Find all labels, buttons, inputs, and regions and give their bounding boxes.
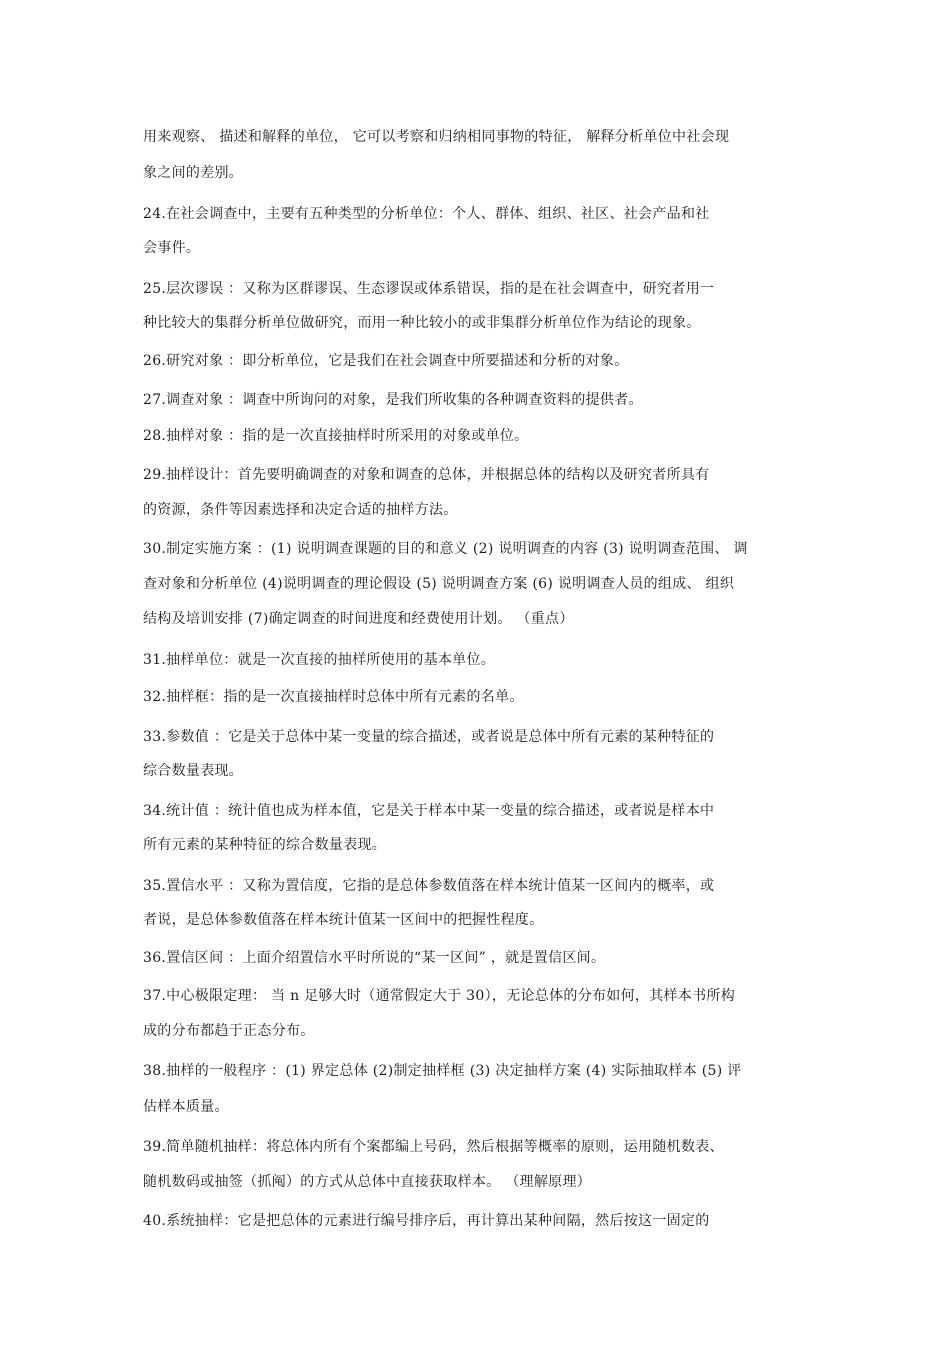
text-line: 象之间的差别。 (143, 165, 244, 181)
text-line: 者说，是总体参数值落在样本统计值某一区间中的把握性程度。 (143, 912, 544, 928)
text-line: 31.抽样单位：就是一次直接的抽样所使用的基本单位。 (143, 652, 496, 668)
text-line: 35.置信水平 ：又称为置信度，它指的是总体参数值落在样本统计值某一区间内的概率，或 (143, 878, 715, 894)
text-line: 30.制定实施方案 ：(1) 说明调查课题的目的和意义 (2) 说明调查的内容 (3) 说明调查范围、 调 (143, 541, 748, 557)
text-line: 40.系统抽样：它是把总体的元素进行编号排序后，再计算出某种间隔，然后按这一固定的 (143, 1213, 710, 1229)
text-line: 所有元素的某种特征的综合数量表现。 (143, 837, 387, 853)
text-line: 会事件。 (143, 240, 201, 256)
text-line: 26.研究对象 ：即分析单位，它是我们在社会调查中所要描述和分析的对象。 (143, 353, 629, 369)
text-line: 37.中心极限定理： 当 n 足够大时（通常假定大于 30），无论总体的分布如何，其样本书所构 (143, 988, 735, 1004)
text-line: 查对象和分析单位 (4)说明调查的理论假设 (5) 说明调查方案 (6) 说明调查人员的组成、 组织 (143, 576, 735, 592)
text-line: 随机数码或抽签（抓阄）的方式从总体中直接获取样本。 （理解原理） (143, 1174, 592, 1190)
text-line: 33.参数值 ：它是关于总体中某一变量的综合描述，或者说是总体中所有元素的某种特征的 (143, 729, 715, 745)
text-line: 25.层次谬误 ：又称为区群谬误、生态谬误或体系错误，指的是在社会调查中，研究者用一 (143, 281, 715, 297)
text-line: 38.抽样的一般程序 ：(1) 界定总体 (2)制定抽样框 (3) 决定抽样方案 (4) 实际抽取样本 (5) 评 (143, 1063, 742, 1079)
text-line: 27.调查对象 ：调查中所询问的对象，是我们所收集的各种调查资料的提供者。 (143, 392, 643, 408)
text-line: 成的分布都趋于正态分布。 (143, 1023, 315, 1039)
text-line: 用来观察、 描述和解释的单位， 它可以考察和归纳相同事物的特征， 解释分析单位中社会现 (143, 129, 730, 145)
text-line: 结构及培训安排 (7)确定调查的时间进度和经费使用计划。 （重点） (143, 611, 574, 627)
text-line: 的资源，条件等因素选择和决定合适的抽样方法。 (143, 502, 458, 518)
text-line: 24.在社会调查中，主要有五种类型的分析单位：个人、群体、组织、社区、社会产品和社 (143, 206, 710, 222)
text-line: 估样本质量。 (143, 1099, 229, 1115)
text-line: 32.抽样框：指的是一次直接抽样时总体中所有元素的名单。 (143, 689, 524, 705)
text-line: 种比较大的集群分析单位做研究，而用一种比较小的或非集群分析单位作为结论的现象。 (143, 315, 701, 331)
text-line: 36.置信区间 ：上面介绍置信水平时所说的“某一区间” ，就是置信区间。 (143, 950, 606, 966)
text-line: 34.统计值 ：统计值也成为样本值，它是关于样本中某一变量的综合描述，或者说是样本中 (143, 803, 715, 819)
text-line: 29.抽样设计：首先要明确调查的对象和调查的总体，并根据总体的结构以及研究者所具有 (143, 467, 710, 483)
text-line: 28.抽样对象 ：指的是一次直接抽样时所采用的对象或单位。 (143, 428, 529, 444)
text-line: 综合数量表现。 (143, 763, 244, 779)
text-line: 39.简单随机抽样：将总体内所有个案都编上号码，然后根据等概率的原则，运用随机数表、 (143, 1139, 724, 1155)
